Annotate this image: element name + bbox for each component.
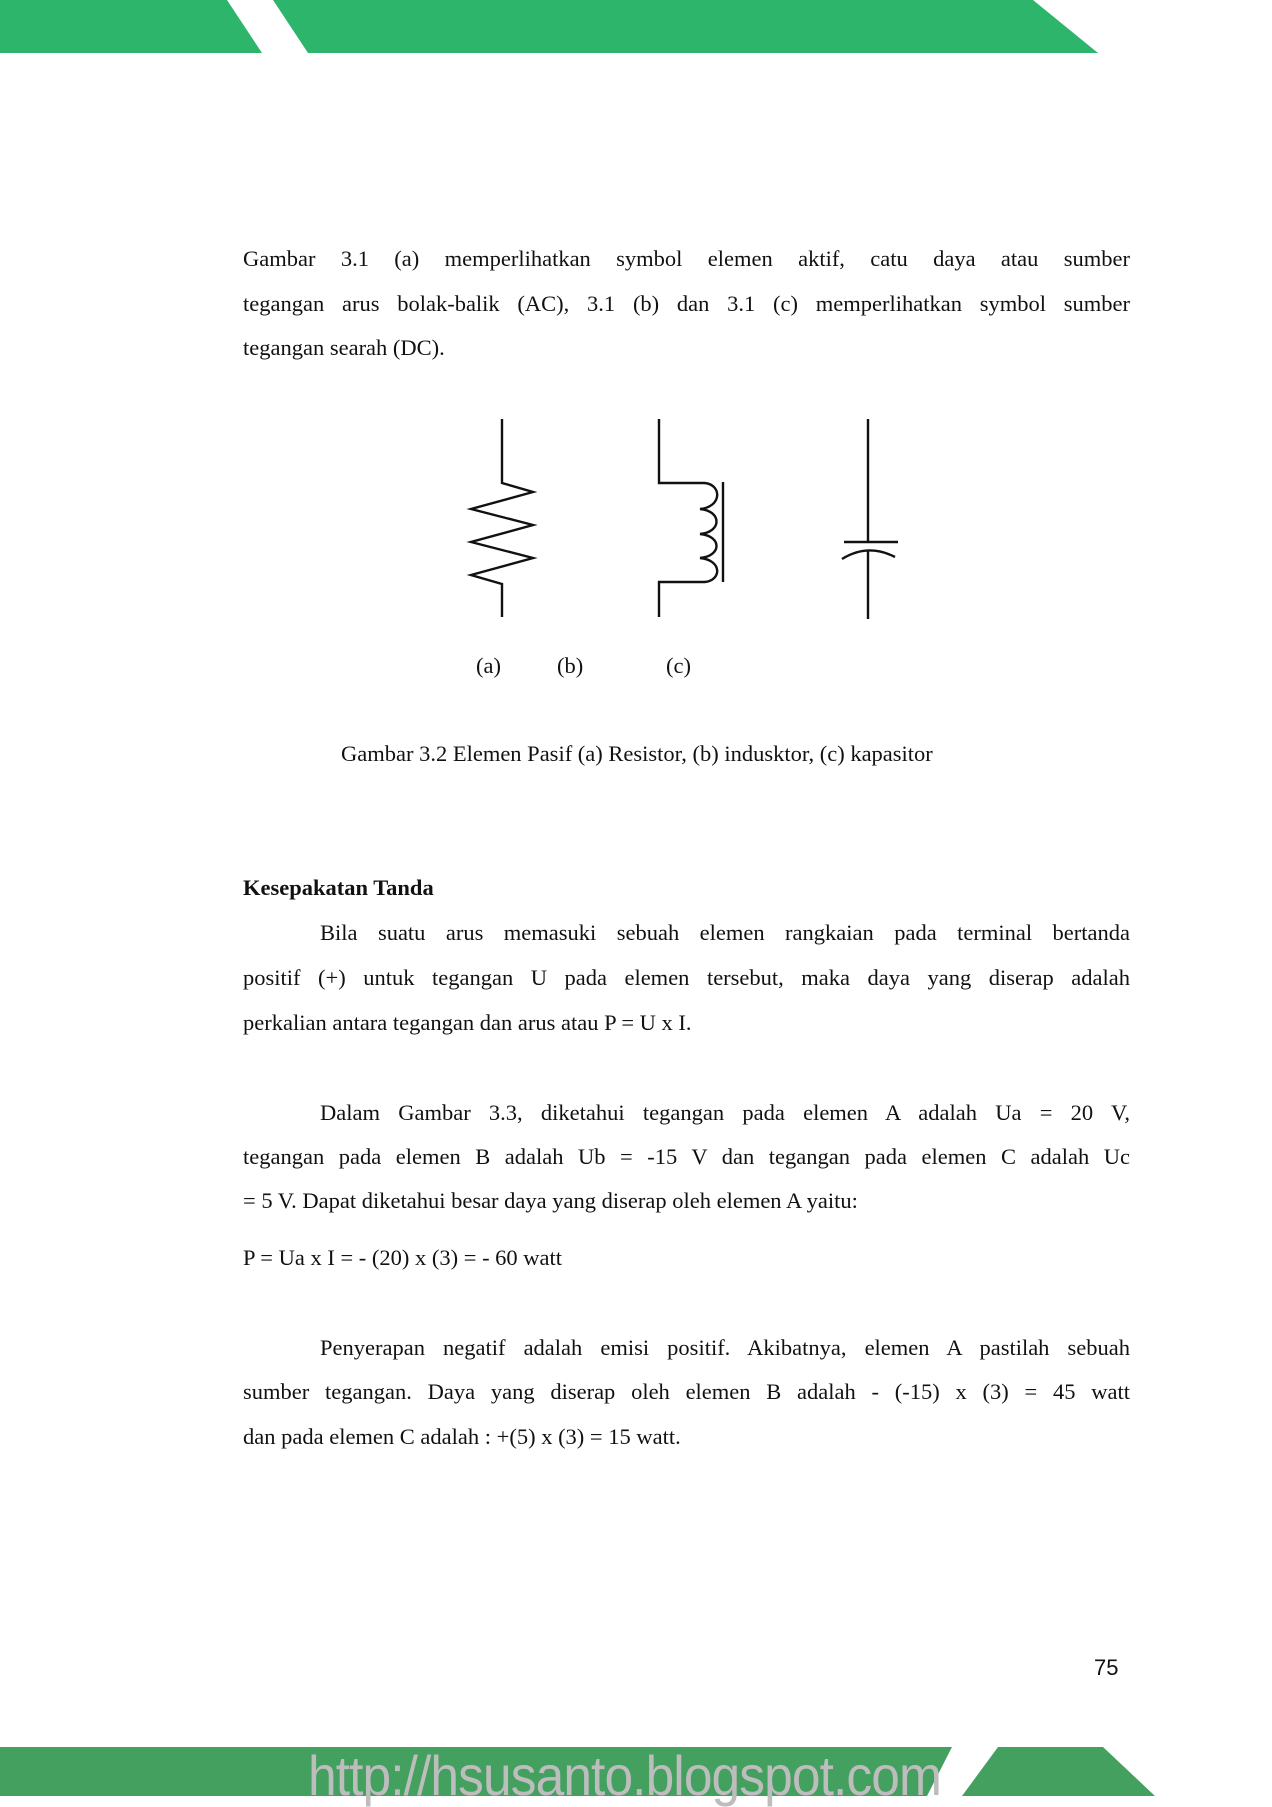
inductor-symbol [659,419,723,617]
bottom-banner-right-segment [962,1747,1155,1796]
capacitor-symbol [842,419,898,619]
paragraph-2-line-2: positif (+) untuk tegangan U pada elemen tersebut, maka daya yang diserap adalah [243,965,1130,990]
paragraph-3-line-3: = 5 V. Dapat diketahui besar daya yang diserap oleh elemen A yaitu: [243,1188,858,1213]
figure-caption: Gambar 3.2 Elemen Pasif (a) Resistor, (b) indusktor, (c) kapasitor [341,741,933,766]
paragraph-2-line-1: Bila suatu arus memasuki sebuah elemen rangkaian pada terminal bertanda [320,920,1130,945]
top-banner-right-segment [273,0,1098,53]
power-formula: P = Ua x I = - (20) x (3) = - 60 watt [243,1245,563,1270]
blog-watermark: http://hsusanto.blogspot.com [308,1744,941,1807]
paragraph-3-line-2: tegangan pada elemen B adalah Ub = -15 V dan tegangan pada elemen C adalah Uc [243,1144,1130,1169]
paragraph-4-line-3: dan pada elemen C adalah : +(5) x (3) = 15 watt. [243,1424,681,1449]
section-heading: Kesepakatan Tanda [243,875,434,900]
paragraph-1-line-3: tegangan searah (DC). [243,335,445,360]
top-banner-left-segment [0,0,262,53]
figure-label-c: (c) [666,653,691,678]
paragraph-1-line-1: Gambar 3.1 (a) memperlihatkan symbol elemen aktif, catu daya atau sumber [243,246,1130,271]
paragraph-3-line-1: Dalam Gambar 3.3, diketahui tegangan pada elemen A adalah Ua = 20 V, [320,1100,1130,1125]
paragraph-1-line-2: tegangan arus bolak-balik (AC), 3.1 (b) dan 3.1 (c) memperlihatkan symbol sumber [243,291,1130,316]
paragraph-2-line-3: perkalian antara tegangan dan arus atau P = U x I. [243,1010,692,1035]
resistor-symbol [471,419,533,617]
top-banner [0,0,1272,54]
paragraph-4-line-2: sumber tegangan. Daya yang diserap oleh elemen B adalah - (-15) x (3) = 45 watt [243,1379,1130,1404]
paragraph-4-line-1: Penyerapan negatif adalah emisi positif. Akibatnya, elemen A pastilah sebuah [320,1335,1130,1360]
figure-label-b: (b) [557,653,584,678]
figure-label-a: (a) [476,653,501,678]
page-number: 75 [1094,1655,1119,1680]
